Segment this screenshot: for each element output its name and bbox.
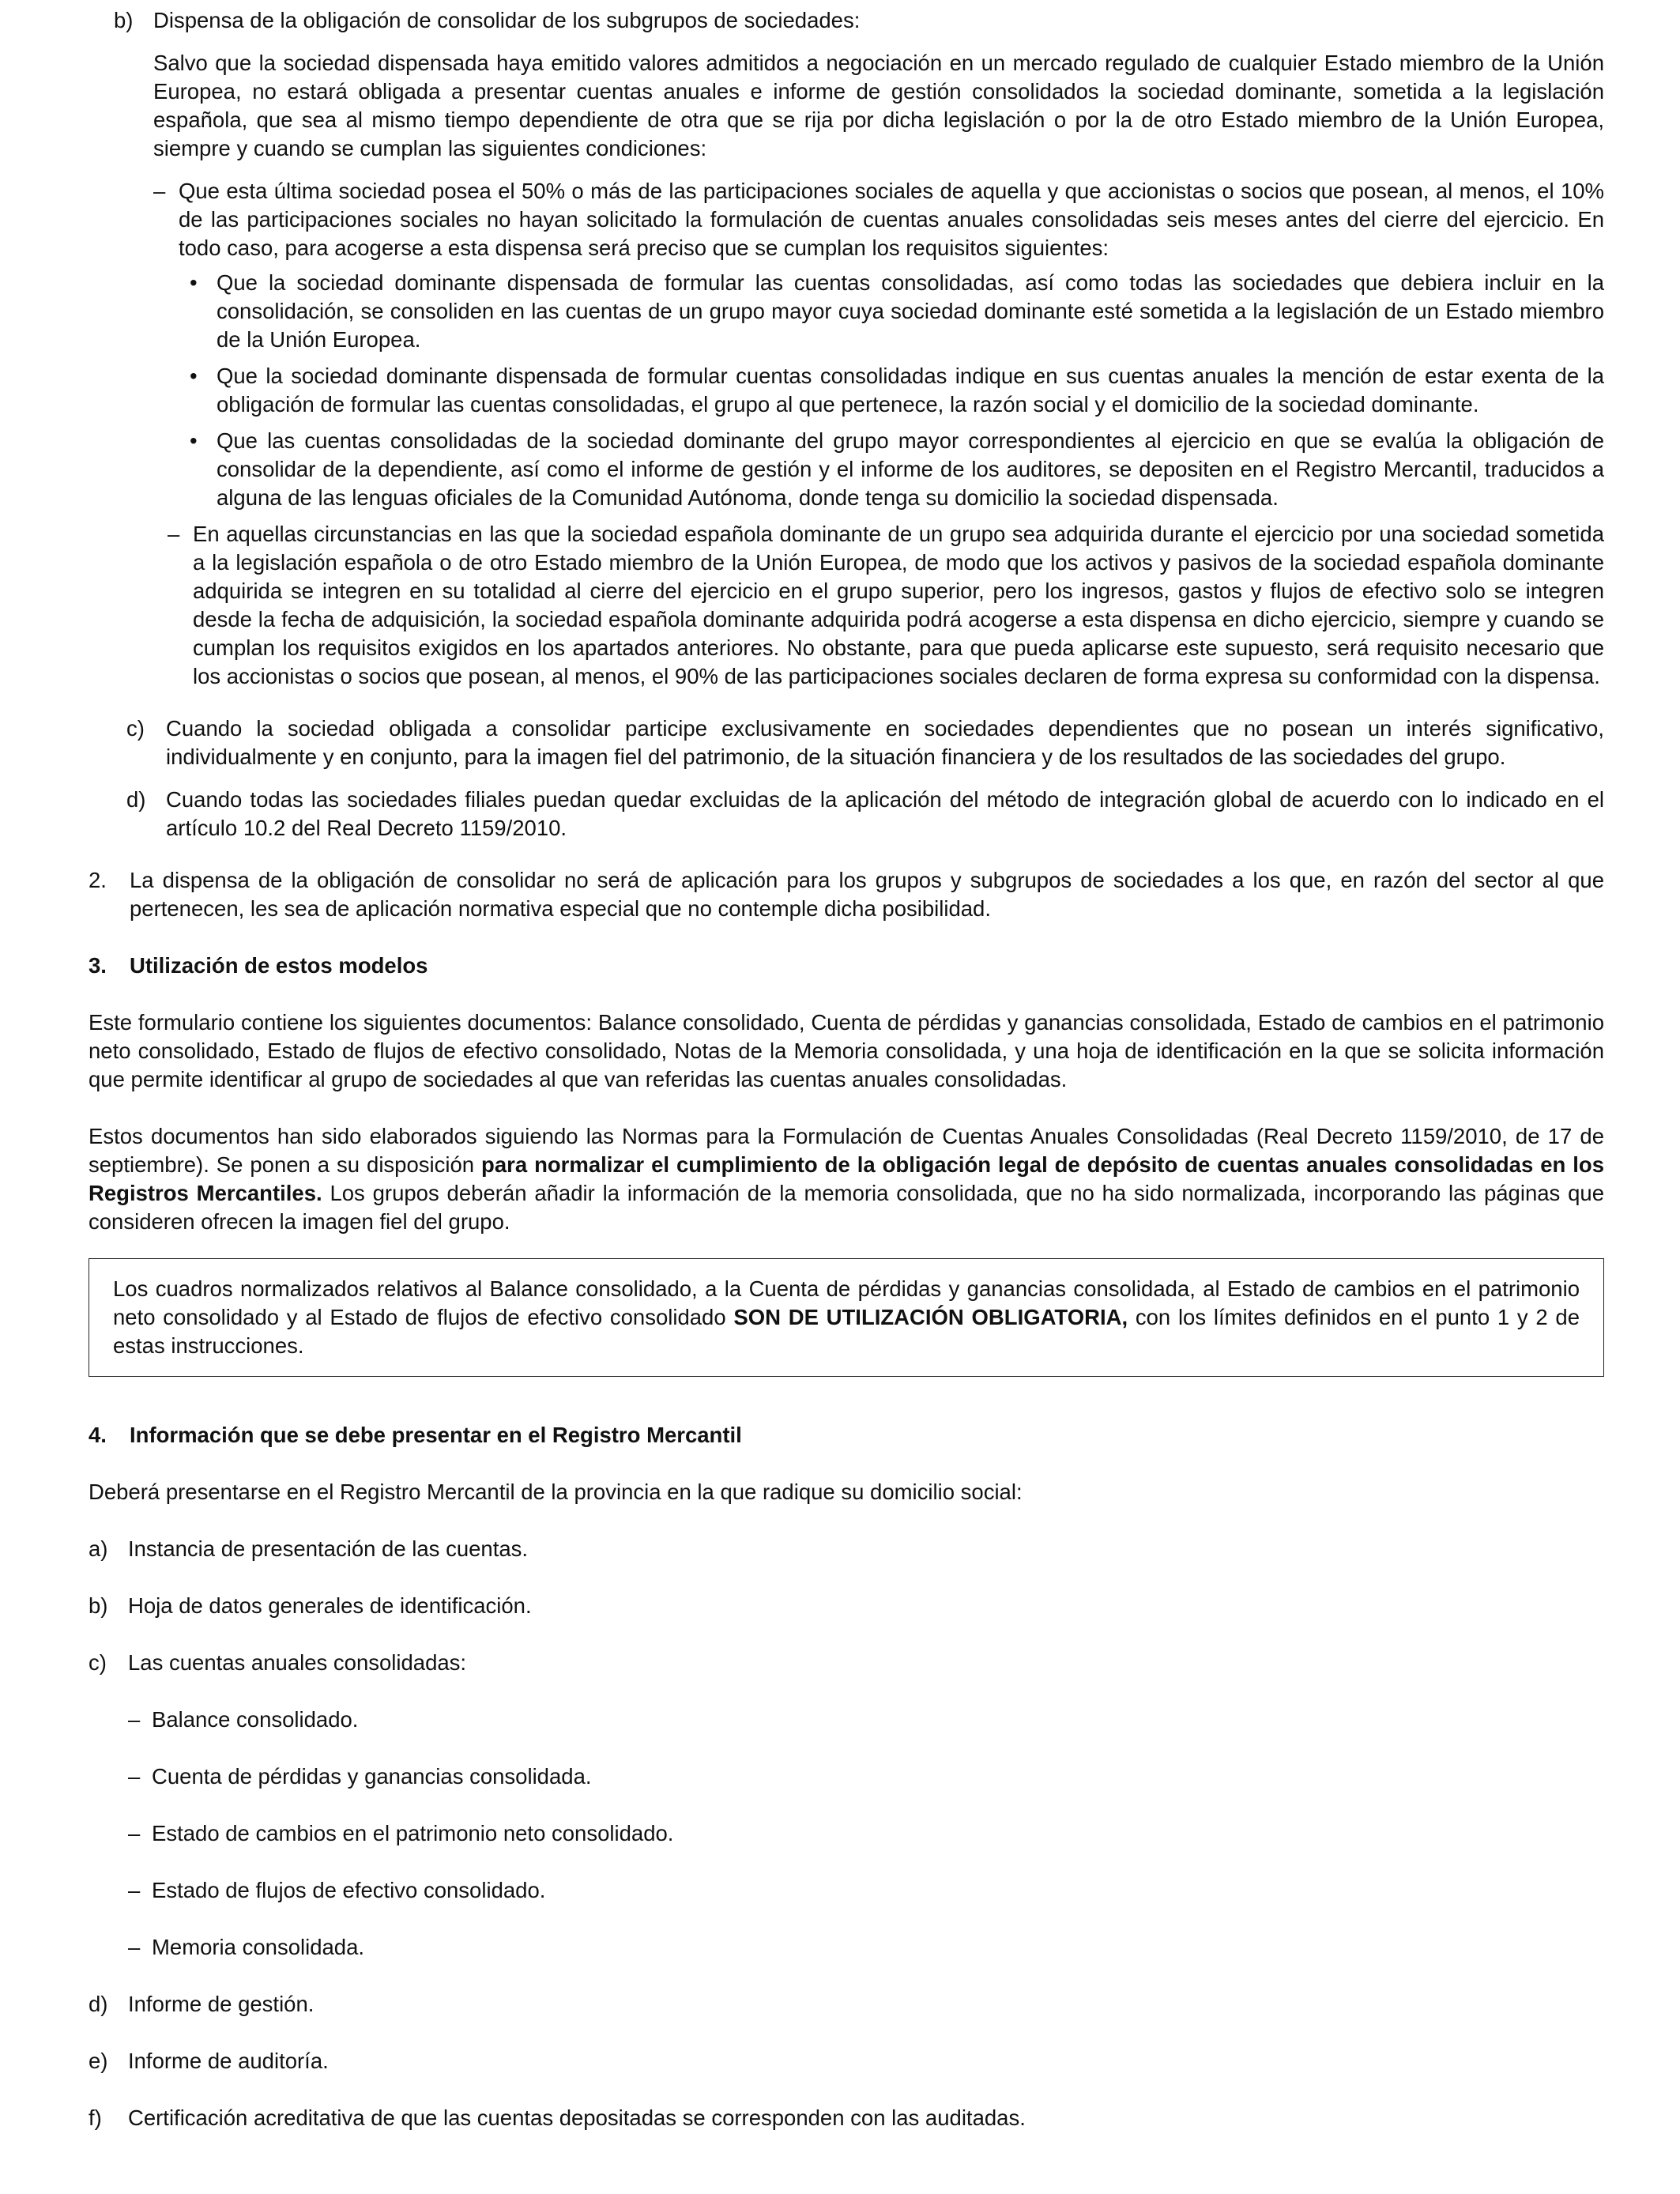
sub-list-text: Memoria consolidada. bbox=[152, 1935, 365, 1959]
sub-list-item bbox=[128, 1933, 1604, 1962]
list-item-label: e) bbox=[89, 2049, 108, 2073]
section-b-label: b) bbox=[114, 8, 134, 32]
section-4-heading bbox=[89, 1421, 1604, 1449]
para-2-bold: para normalizar el cumplimiento de la obligación legal de depósito de cuentas anuales consolidadas en los Registros Mercantiles. bbox=[89, 1152, 1604, 1205]
dash-text: Que esta última sociedad posea el 50% o más de las participaciones sociales de aquella y que accionistas o socios que posean, al menos, el 10% de las participaciones sociales no hayan solicitado la formulación de cuentas anuales consolidadas seis meses antes del cierre del ejercicio. En todo caso, para acogerse a esta dispensa será preciso que se cumplan los requisitos siguientes: bbox=[179, 179, 1604, 260]
section-3-number: 3. bbox=[89, 953, 107, 978]
list-item-label: c) bbox=[89, 1650, 107, 1675]
section-3-title: Utilización de estos modelos bbox=[130, 953, 428, 978]
section-4-number: 4. bbox=[89, 1423, 107, 1447]
section-b-dash-1 bbox=[153, 177, 1604, 262]
notice-text-start: Los cuadros normalizados relativos al Balance consolidado, a la Cuenta de pérdidas y ganancias consolidada, al Estado de cambios en el patrimonio neto consolidado y al Estado de flujos de efectivo consolidado bbox=[113, 1276, 1580, 1329]
item-2 bbox=[89, 866, 1604, 923]
item-2-label: 2. bbox=[89, 868, 107, 892]
section-4-title: Información que se debe presentar en el Registro Mercantil bbox=[130, 1423, 742, 1447]
section-3-para-2 bbox=[89, 1122, 1604, 1236]
sub-list-text: Estado de cambios en el patrimonio neto consolidado. bbox=[152, 1821, 674, 1845]
list-item-label: b) bbox=[89, 1593, 108, 1618]
section-3-para-1: Este formulario contiene los siguientes documentos: Balance consolidado, Cuenta de pérdidas y ganancias consolidada, Estado de cambios en el patrimonio neto consolidado, Estado de flujos de efectivo consolidado, Notas de la Memoria consolidada, y una hoja de identificación en la que se solicita información que permite identificar al grupo de sociedades al que van referidas las cuentas anuales consolidadas. bbox=[89, 1010, 1604, 1091]
bullet-item bbox=[190, 427, 1604, 512]
bullet-text: Que las cuentas consolidadas de la sociedad dominante del grupo mayor correspondientes al ejercicio en que se evalúa la obligación de consolidar de la dependiente, así como el informe de gestión y el informe de los auditores, se depositen en el Registro Mercantil, traducidos a alguna de las lenguas oficiales de la Comunidad Autónoma, donde tenga su domicilio la sociedad dispensada. bbox=[217, 428, 1604, 510]
sub-list-text: Balance consolidado. bbox=[152, 1707, 359, 1732]
list-item-label: f) bbox=[89, 2105, 102, 2130]
sub-list-text: Cuenta de pérdidas y ganancias consolidada. bbox=[152, 1764, 592, 1789]
section-d-label: d) bbox=[126, 787, 146, 812]
list-item-label: a) bbox=[89, 1536, 108, 1561]
bullet-text: Que la sociedad dominante dispensada de formular cuentas consolidadas indique en sus cuentas anuales la mención de estar exenta de la obligación de formular las cuentas consolidadas, el grupo al que pertenece, la razón social y el domicilio de la sociedad dominante. bbox=[217, 364, 1604, 417]
dash-marker: – bbox=[128, 1764, 141, 1789]
list-item-text: Instancia de presentación de las cuentas. bbox=[128, 1536, 529, 1561]
list-item-text: Las cuentas anuales consolidadas: bbox=[128, 1650, 467, 1675]
list-item-label: d) bbox=[89, 1992, 108, 2016]
dash-marker: – bbox=[128, 1821, 141, 1845]
dash-marker: – bbox=[128, 1707, 141, 1732]
list-item-text: Informe de auditoría. bbox=[128, 2049, 329, 2073]
section-c-label: c) bbox=[126, 716, 145, 741]
obligatory-notice-box bbox=[89, 1258, 1604, 1377]
bullet-item bbox=[190, 362, 1604, 419]
bullet-item bbox=[190, 269, 1604, 354]
sub-list-item bbox=[128, 1819, 1604, 1848]
section-b-title: Dispensa de la obligación de consolidar de los subgrupos de sociedades: bbox=[153, 8, 861, 32]
document-page bbox=[89, 0, 1604, 2132]
list-item bbox=[89, 2104, 1604, 2132]
list-item bbox=[89, 1990, 1604, 2019]
section-b-intro: Salvo que la sociedad dispensada haya emitido valores admitidos a negociación en un mercado regulado de cualquier Estado miembro de la Unión Europea, no estará obligada a presentar cuentas anuales e informe de gestión consolidados la sociedad dominante, sometida a la legislación española, que sea al mismo tiempo dependiente de otra que se rija por dicha legislación o por la de otro Estado miembro de la Unión Europea, siempre y cuando se cumplan las siguientes condiciones: bbox=[153, 51, 1604, 160]
dash-marker: – bbox=[153, 179, 166, 203]
para-2-text-end: Los grupos deberán añadir la información de la memoria consolidada, que no ha sido normalizada, incorporando las páginas que consideren ofrecen la imagen fiel del grupo. bbox=[89, 1181, 1605, 1234]
dash-text: En aquellas circunstancias en las que la sociedad española dominante de un grupo sea adquirida durante el ejercicio por una sociedad sometida a la legislación española o de otro Estado miembro de la Unión Europea, de modo que los activos y pasivos de la sociedad española dominante adquirida se integren en su totalidad al cierre del ejercicio en el grupo superior, pero los ingresos, gastos y flujos de efectivo solo se integren desde la fecha de adquisición, la sociedad española dominante adquirida podrá acogerse a esta dispensa en dicho ejercicio, siempre y cuando se cumplan los requisitos exigidos en los apartados anteriores. No obstante, para que pueda aplicarse este supuesto, será requisito necesario que los accionistas o socios que posean, al menos, el 90% de las participaciones sociales declaren de forma expresa su conformidad con la dispensa. bbox=[193, 522, 1604, 688]
notice-bold: SON DE UTILIZACIÓN OBLIGATORIA, bbox=[733, 1305, 1128, 1329]
sub-list-item bbox=[128, 1762, 1604, 1791]
section-b-heading bbox=[114, 6, 1604, 35]
section-d-text: Cuando todas las sociedades filiales puedan quedar excluidas de la aplicación del método de integración global de acuerdo con lo indicado en el artículo 10.2 del Real Decreto 1159/2010. bbox=[166, 787, 1604, 840]
list-item bbox=[89, 2047, 1604, 2075]
sub-list-item bbox=[128, 1876, 1604, 1905]
section-c bbox=[126, 714, 1604, 771]
section-b-dash-2 bbox=[168, 520, 1604, 691]
bullet-marker: • bbox=[190, 428, 198, 453]
list-item-text: Certificación acreditativa de que las cuentas depositadas se corresponden con las auditadas. bbox=[128, 2105, 1026, 2130]
para-2-text: Estos documentos han sido elaborados siguiendo las Normas para la Formulación de Cuentas Anuales Consolidadas (Real Decreto 1159/2010, de 17 de septiembre). Se ponen a su disposición bbox=[89, 1124, 1604, 1177]
sub-list-text: Estado de flujos de efectivo consolidado. bbox=[152, 1878, 546, 1902]
bullet-marker: • bbox=[190, 364, 198, 388]
list-item bbox=[89, 1535, 1604, 1563]
dash-marker: – bbox=[168, 522, 180, 546]
bullet-marker: • bbox=[190, 270, 198, 295]
sub-list-item bbox=[128, 1706, 1604, 1734]
list-item bbox=[89, 1592, 1604, 1620]
list-item-text: Informe de gestión. bbox=[128, 1992, 315, 2016]
section-d bbox=[126, 786, 1604, 843]
section-3-heading bbox=[89, 952, 1604, 980]
notice-text-end: con los límites definidos en el punto 1 y 2 de estas instrucciones. bbox=[113, 1305, 1580, 1358]
item-2-text: La dispensa de la obligación de consolidar no será de aplicación para los grupos y subgrupos de sociedades a los que, en razón del sector al que pertenecen, les sea de aplicación normativa especial que no contemple dicha posibilidad. bbox=[130, 868, 1604, 921]
dash-marker: – bbox=[128, 1935, 141, 1959]
bullet-text: Que la sociedad dominante dispensada de formular las cuentas consolidadas, así como todas las sociedades que debiera incluir en la consolidación, se consoliden en las cuentas de un grupo mayor cuya sociedad dominante esté sometida a la legislación de un Estado miembro de la Unión Europea. bbox=[217, 270, 1604, 352]
dash-marker: – bbox=[128, 1878, 141, 1902]
list-item-text: Hoja de datos generales de identificación. bbox=[128, 1593, 532, 1618]
notice-text bbox=[113, 1275, 1580, 1360]
list-item bbox=[89, 1649, 1604, 1677]
section-4-intro: Deberá presentarse en el Registro Mercantil de la provincia en la que radique su domicilio social: bbox=[89, 1480, 1023, 1504]
section-c-text: Cuando la sociedad obligada a consolidar participe exclusivamente en sociedades dependientes que no posean un interés significativo, individualmente y en conjunto, para la imagen fiel del patrimonio, de la situación financiera y de los resultados de las sociedades del grupo. bbox=[166, 716, 1604, 769]
